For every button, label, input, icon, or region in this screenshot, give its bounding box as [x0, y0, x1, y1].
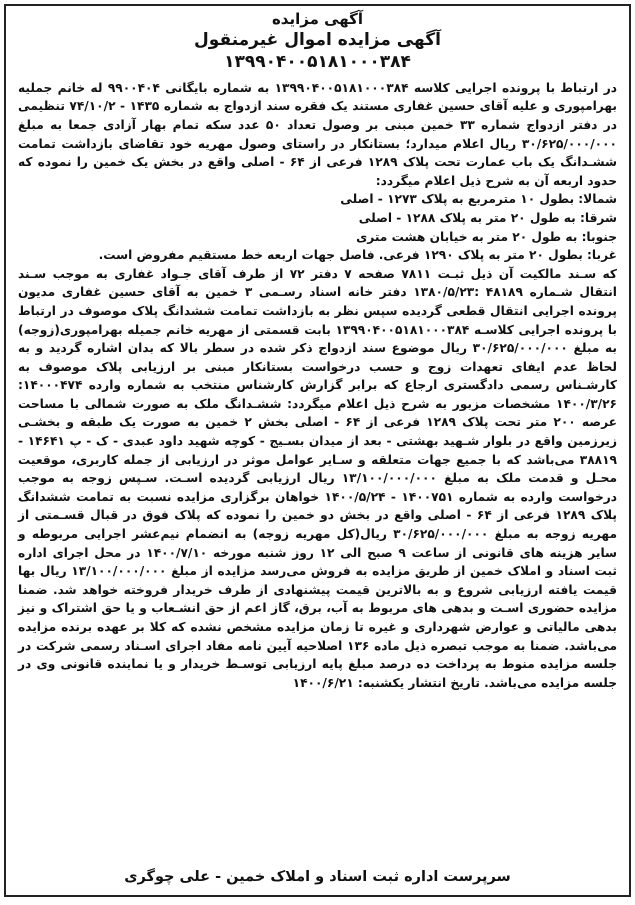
- boundary-north: شمالا: بطول ۱۰ مترمربع به پلاک ۱۲۷۳ - اصلی: [340, 192, 617, 207]
- notice-header: [18, 10, 617, 73]
- boundary-south: جنوبا: به طول ۲۰ متر به خیابان هشت متری: [356, 229, 617, 244]
- details-paragraph: که سـند مالکیت آن ذیل ثبـت ۷۸۱۱ صفحه ۷ دفتر ۷۲ از طرف آقای جـواد غفاری به موجب سـند انتقال شـماره ۴۸۱۸۹ :۱۳۸۰/۵/۲۳ دفتر خانه اسناد رسـمی ۳ خمین به آقای حسین غفاری مدیون پرونده اجرایی انتقال قطعی گردیده سپس نظر به بازداشت تمامت ششدانگ پلاک موصوف در ارتباط با پرونده اجرایی کلاسـه ۱۳۹۹۰۴۰۰۵۱۸۱۰۰۰۳۸۴ بابت قسمتی از مهریه خانم جمیله بهرامپوری(زوجه) به مبلغ ۳۰/۶۲۵/۰۰۰/۰۰۰ ریال موضوع سند ازدواج ذکر شده در سطر بالا که بدان اشاره گردید و به لحاظ عدم ایفای تعهدات زوج و حسب درخواست بستانکار مبنی بر ارزیابی پلاک موصوف به کارشـناس رسمی دادگستری ارجاع که برابر گزارش کارشناس منتخب به شماره وارده ۱۴۰۰۰۴۷۴: ۱۴۰۰/۳/۲۶ مشخصات مزبور به شرح ذیل اعلام میگردد: ششـدانگ ملک به صورت شمالی با مساحت عرصه ۲۰۰ متر تحت پلاک ۱۲۸۹ فرعی از ۶۴ - اصلی بخش ۲ خمین به صورت یک طبقه و بخشـی زیرزمین واقع در بلوار شـهید بهشتی - بعد از میدان بسـیج - کوچه شهید داود عبدی - ک - پ ۱۴۶۴۱ - ۳۸۸۱۹ می‌باشد که با جمیع جهات متعلقه و سـایر عوامل موثر در ارزیابی از جمله کاربری، موقعیت محـل و قدمت ملک به مبلغ ۱۳/۱۰۰/۰۰۰/۰۰۰ ریال ارزیابی گردیده اسـت. سـپس زوجه به موجب درخواست وارده به شماره ۱۴۰۰۷۵۱ - ۱۴۰۰/۵/۲۴ خواهان برگزاری مزایده نسبت به تمامت ششدانگ پلاک ۱۲۸۹ فرعی از ۶۴ - اصلی واقع در بخش دو خمین را نموده که پلاک فوق در قبال قسـمتی از مهریه زوجه به مبلغ ۳۰/۶۲۵/۰۰۰/۰۰۰ ریال(کل مهریه زوجه) به انضمام نیم‌عشر اجرایی مربوطه و سایر هزینه های قانونی از ساعت ۹ صبح الی ۱۲ روز شنبه مورخه ۱۴۰۰/۷/۱۰ در محل اجرای اداره ثبت اسناد و املاک خمین از طریق مزایده به فروش می‌رسد مزایده از مبلغ ۱۳/۱۰۰/۰۰۰/۰۰۰ ریال بها قیمت یافته ارزیابی شروع و به بالاترین قیمت پیشنهادی از طرف خریدار فروخته خواهد شد. ضمنا مزایده حضوری اسـت و بدهی های مربوط به آب، برق، گاز اعم از حق انشـعاب و یا حق اشتراک و نیز بدهی مالیاتی و عوارض شهرداری و غیره تا زمان مزایده مشخص نشده که کلا بر عهده برنده مزایده می‌باشد. ضمنا به موجب تبصره ذیل ماده ۱۳۶ اصلاحیه آیین نامه مفاد اجرای اسـناد رسمی شرکت در جلسه مزایده منوط به پرداخت ده درصد مبلغ پایه ارزیابی توسـط خریدار و یا نماینده قانونی وی در جلسه مزایده می‌باشد. تاریخ انتشار یکشنبه: ۱۴۰۰/۶/۲۱: [18, 266, 618, 690]
- auction-notice: [4, 4, 631, 897]
- boundary-west: غربا: بطول ۲۰ متر به پلاک ۱۲۹۰ فرعی. فاصل جهات اربعه خط مستقیم مفروض است.: [98, 248, 617, 263]
- notice-subtitle: آگهی مزایده اموال غیرمنقول: [194, 30, 441, 50]
- signature-line: سرپرست اداره ثبت اسناد و املاک خمین - علی چوگری: [124, 869, 511, 885]
- notice-title: آگهی مزایده: [271, 10, 364, 28]
- notice-body: [18, 79, 617, 693]
- intro-paragraph: در ارتباط با پرونده اجرایی کلاسه ۱۳۹۹۰۴۰۰۵۱۸۱۰۰۰۳۸۴ به شماره بایگانی ۹۹۰۰۴۰۴ له خانم جملیه بهرامپوری و علیه آقای حسین غفاری مستند یک فقره سند ازدواج به شماره ۱۴۳۵ - ۷۴/۱۰/۲ تنظیمی در دفتر ازدواج شماره ۳۳ خمین مبنی بر وصول تعداد ۵۰ عدد سکه تمام بهار آزادی جمعا به مبلغ ۳۰/۶۲۵/۰۰۰/۰۰۰ ریال اعلام میدارد؛ بستانکار در راستای وصول مهریه خود تقاضای بازداشت تمامت ششـدانگ یک باب عمارت تحت پلاک ۱۲۸۹ فرعی از ۶۴ - اصلی واقع در بخش یک خمین را نموده که حدود اربعه آن به شرح ذیل اعلام میگردد:: [18, 80, 618, 188]
- boundary-east: شرقا: به طول ۲۰ متر به پلاک ۱۲۸۸ - اصلی: [358, 210, 617, 225]
- case-number: ۱۳۹۹۰۴۰۰۵۱۸۱۰۰۰۳۸۴: [224, 52, 411, 73]
